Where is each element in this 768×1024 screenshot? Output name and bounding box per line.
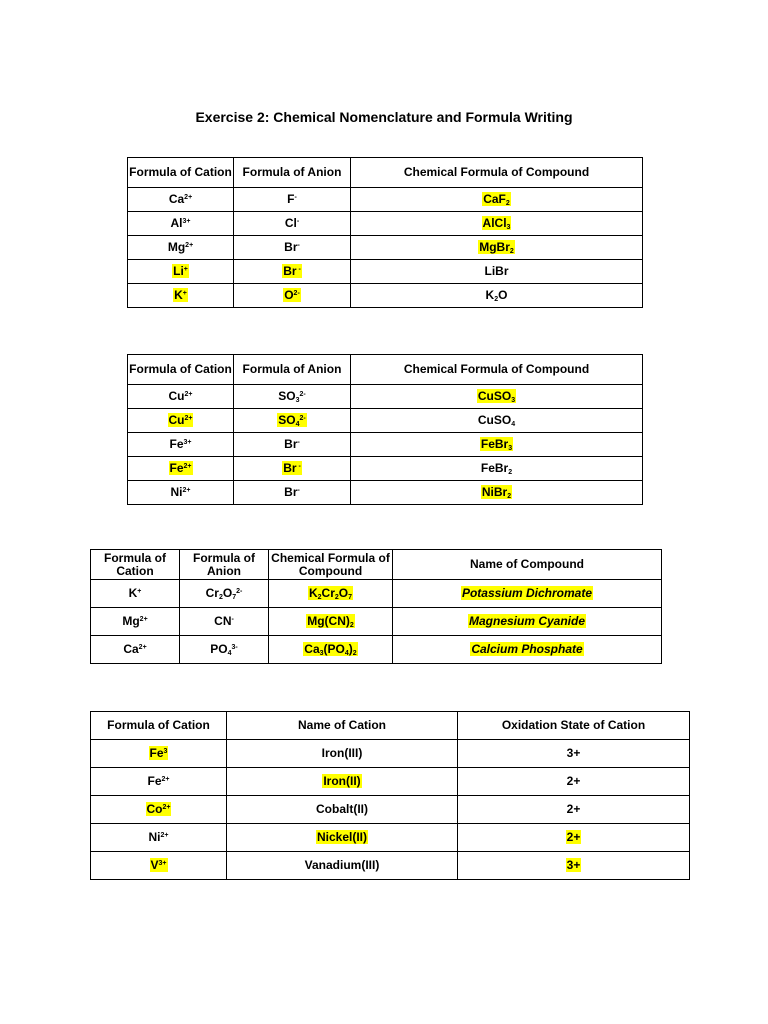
charge-superscript: 2- [299, 391, 306, 398]
formula-text: Br [283, 264, 297, 278]
cell-value [322, 746, 363, 760]
table-cell [227, 796, 458, 824]
cell-value [284, 485, 300, 499]
table-cell [128, 385, 234, 409]
formula-text: Al [170, 216, 183, 230]
table-cell [234, 260, 351, 284]
formula-text: K [174, 288, 183, 302]
formula-text: Co [146, 802, 163, 816]
formula-text: Ni [148, 830, 161, 844]
formula-text: MgBr [479, 240, 510, 254]
subscript: 7 [232, 594, 237, 601]
table-cell [91, 768, 227, 796]
charge-superscript: 2- [293, 290, 300, 297]
charge-superscript: 2+ [139, 616, 148, 623]
table-cell [91, 580, 180, 608]
table-row [128, 481, 643, 505]
table-cell [91, 636, 180, 664]
formula-text: O [222, 586, 233, 600]
highlighted-value [468, 614, 586, 628]
formula-text: Cobalt(II) [316, 802, 368, 816]
table-cell [234, 284, 351, 308]
formula-text: Cr [321, 586, 335, 600]
table-row [91, 824, 690, 852]
subscript: 2 [349, 622, 354, 629]
table-cell [234, 212, 351, 236]
header-formula-of-cation: Formula of Cation [91, 550, 180, 580]
table-cell [351, 284, 643, 308]
table-cell [91, 740, 227, 768]
highlighted-value [316, 830, 368, 844]
subscript: 7 [348, 594, 353, 601]
highlighted-value [481, 485, 512, 499]
highlighted-value [470, 642, 583, 656]
formula-text: (PO [323, 642, 345, 656]
cell-value [485, 264, 509, 278]
cell-value [284, 240, 300, 254]
subscript: 4 [227, 650, 232, 657]
table-cell [128, 409, 234, 433]
formula-text: K [308, 586, 318, 600]
cell-value [214, 614, 234, 628]
formula-text: Fe [149, 746, 164, 760]
table-cell [351, 433, 643, 457]
formula-text: Cu [168, 413, 185, 427]
table-cell [351, 212, 643, 236]
formula-text: Ca [304, 642, 320, 656]
table-row [91, 740, 690, 768]
cell-value [481, 461, 512, 475]
highlighted-value [173, 288, 188, 302]
table-cell [269, 580, 393, 608]
table-cell [234, 188, 351, 212]
table-cell [269, 636, 393, 664]
table-cell [128, 433, 234, 457]
table-cell [269, 608, 393, 636]
formula-text: Iron(II) [323, 774, 361, 788]
charge-superscript: 2+ [184, 391, 193, 398]
formula-text: Fe [147, 774, 162, 788]
table-row [128, 188, 643, 212]
formula-text: 2+ [566, 802, 581, 816]
subscript: 2 [507, 493, 512, 500]
charge-superscript: - [296, 218, 300, 225]
highlighted-value [461, 586, 593, 600]
header-chemical-formula: Chemical Formula of Compound [351, 355, 643, 385]
formula-text: Magnesium Cyanide [468, 614, 586, 628]
table-cell [91, 824, 227, 852]
table-cell [458, 824, 690, 852]
formula-text: Br [284, 437, 298, 451]
cell-value [122, 614, 147, 628]
cell-value [567, 802, 581, 816]
charge-superscript: - [297, 242, 300, 249]
table-row [91, 796, 690, 824]
table-row [91, 636, 662, 664]
highlighted-value [277, 413, 306, 427]
cell-value [169, 389, 193, 403]
formula-text: NiBr [481, 485, 508, 499]
formula-text: ) [348, 642, 353, 656]
formula-text: Cl [284, 216, 297, 230]
highlighted-value [303, 642, 357, 656]
table-cell [227, 740, 458, 768]
subscript: 4 [344, 650, 349, 657]
header-formula-of-anion: Formula of Anion [234, 355, 351, 385]
cell-value [149, 830, 169, 844]
table-cell [227, 768, 458, 796]
table-cell [91, 796, 227, 824]
header-formula-of-anion: Formula of Anion [234, 158, 351, 188]
charge-superscript: - [297, 439, 300, 446]
formula-text: Li [173, 264, 184, 278]
formula-text: 3+ [566, 858, 581, 872]
cell-value [287, 192, 297, 206]
subscript: 2 [334, 594, 339, 601]
table-cell [393, 608, 662, 636]
formula-text: K [485, 288, 495, 302]
subscript: 2 [509, 248, 514, 255]
formula-text: 2+ [566, 774, 581, 788]
formula-text: K [128, 586, 138, 600]
table-cell [227, 852, 458, 880]
highlighted-value [566, 830, 582, 844]
table-cell [128, 481, 234, 505]
table-cell [393, 636, 662, 664]
formula-text: Cr [205, 586, 219, 600]
formula-text: 2+ [566, 830, 581, 844]
subscript: 4 [511, 421, 516, 428]
charge-superscript: + [137, 588, 142, 595]
formula-text: Vanadium(III) [304, 858, 380, 872]
table-cell [458, 796, 690, 824]
cell-value [285, 216, 299, 230]
charge-superscript: 2+ [138, 644, 147, 651]
cell-value [123, 642, 146, 656]
formula-text: Nickel(II) [316, 830, 367, 844]
formula-text: Fe [169, 461, 184, 475]
highlighted-value [566, 858, 582, 872]
subscript: 4 [295, 421, 300, 428]
cell-value [171, 216, 191, 230]
charge-superscript: 2+ [184, 194, 193, 201]
formula-text: Mg [167, 240, 186, 254]
subscript: 3 [506, 224, 511, 231]
formula-text: Br [283, 461, 297, 475]
page-title: Exercise 2: Chemical Nomenclature and Formula Writing [195, 109, 573, 125]
highlighted-value [308, 586, 353, 600]
table-cell [234, 481, 351, 505]
table-row [128, 212, 643, 236]
cell-value [171, 485, 191, 499]
formula-text: O [284, 288, 294, 302]
cell-value [168, 240, 193, 254]
cell-value [148, 774, 170, 788]
highlighted-value [480, 437, 513, 451]
cell-value [305, 858, 380, 872]
formula-text: FeBr [480, 437, 509, 451]
charge-superscript: 3+ [182, 218, 191, 225]
table-cell [128, 457, 234, 481]
formula-text: Br [284, 240, 298, 254]
cell-value [170, 437, 192, 451]
cell-value [486, 288, 508, 302]
charge-superscript: 2+ [161, 776, 170, 783]
formula-text: SO [278, 389, 296, 403]
formula-text: PO [210, 642, 228, 656]
subscript: 3 [295, 397, 300, 404]
subscript: 2 [317, 594, 322, 601]
table-cell [128, 260, 234, 284]
formula-text: Ni [170, 485, 183, 499]
table-cell [458, 852, 690, 880]
formula-text: LiBr [484, 264, 509, 278]
table-row [128, 284, 643, 308]
formula-text: V [150, 858, 159, 872]
table-cell [393, 580, 662, 608]
formula-text: Potassium Dichromate [461, 586, 593, 600]
table-cell [128, 284, 234, 308]
charge-superscript: - [297, 487, 300, 494]
subscript: 2 [505, 200, 510, 207]
subscript: 2 [218, 594, 223, 601]
cell-value [316, 802, 368, 816]
highlighted-value [482, 216, 512, 230]
formula-text: Ca [168, 192, 185, 206]
highlighted-value [168, 413, 194, 427]
cell-value [284, 437, 300, 451]
charge-superscript: - [296, 463, 301, 470]
highlighted-value [169, 461, 193, 475]
table-cell [180, 580, 269, 608]
charge-superscript: 2+ [184, 415, 193, 422]
table-cell [351, 481, 643, 505]
charge-superscript: 3 [163, 748, 168, 755]
highlighted-value [322, 774, 361, 788]
table-cell [91, 852, 227, 880]
table-row [91, 580, 662, 608]
table-row [91, 608, 662, 636]
table-cell [180, 608, 269, 636]
subscript: 3 [319, 650, 324, 657]
formula-text: CN [214, 614, 232, 628]
highlighted-value [283, 288, 301, 302]
charge-superscript: - [294, 194, 297, 201]
subscript: 2 [352, 650, 357, 657]
formula-text: Iron(III) [321, 746, 363, 760]
table-cell [351, 260, 643, 284]
charge-superscript: 2- [299, 415, 306, 422]
highlighted-value [149, 746, 169, 760]
charge-superscript: - [231, 616, 234, 623]
charge-superscript: + [183, 266, 188, 273]
table-cell [234, 433, 351, 457]
subscript: 3 [508, 445, 513, 452]
formula-text: F [287, 192, 295, 206]
table-cell [351, 457, 643, 481]
cell-value [278, 389, 305, 403]
charge-superscript: 2+ [185, 242, 194, 249]
cell-value [210, 642, 237, 656]
charge-superscript: 3- [231, 644, 238, 651]
formula-text: Cu [168, 389, 185, 403]
formula-text: FeBr [480, 461, 509, 475]
header-formula-of-cation: Formula of Cation [91, 712, 227, 740]
highlighted-value [150, 858, 168, 872]
charge-superscript: 3+ [183, 439, 192, 446]
table-cell [458, 768, 690, 796]
formula-text: Calcium Phosphate [471, 642, 583, 656]
formula-text: Br [284, 485, 298, 499]
table-cell [234, 236, 351, 260]
charge-superscript: 2- [236, 588, 243, 595]
formula-text: SO [278, 413, 296, 427]
formula-text: Ca [123, 642, 139, 656]
header-oxidation-state: Oxidation State of Cation [458, 712, 690, 740]
highlighted-value [477, 389, 516, 403]
formula-text: Mg(CN) [307, 614, 350, 628]
formula-text: Mg [122, 614, 140, 628]
subscript: 2 [508, 469, 513, 476]
cell-value [567, 774, 581, 788]
cell-value [206, 586, 243, 600]
charge-superscript: + [182, 290, 187, 297]
header-name-of-compound: Name of Compound [393, 550, 662, 580]
table-ionic-compounds-2 [127, 354, 643, 505]
table-row [128, 385, 643, 409]
table-cell [351, 385, 643, 409]
formula-text: Fe [169, 437, 184, 451]
header-name-of-cation: Name of Cation [227, 712, 458, 740]
highlighted-value [478, 240, 515, 254]
header-chemical-formula: Chemical Formula of Compound [269, 550, 393, 580]
formula-text: CuSO [477, 413, 512, 427]
table-cell [351, 409, 643, 433]
highlighted-value [306, 614, 355, 628]
highlighted-value [482, 192, 511, 206]
cell-value [129, 586, 142, 600]
table-row [128, 433, 643, 457]
cell-value [169, 192, 192, 206]
table-cation-oxidation [90, 711, 690, 880]
cell-value [567, 746, 581, 760]
formula-text: O [338, 586, 349, 600]
highlighted-value [146, 802, 172, 816]
table-cell [91, 608, 180, 636]
table-cell [128, 212, 234, 236]
formula-text: 3+ [566, 746, 581, 760]
table-row [91, 852, 690, 880]
table-row [128, 409, 643, 433]
highlighted-value [172, 264, 189, 278]
charge-superscript: 2+ [162, 804, 171, 811]
charge-superscript: 2+ [182, 487, 191, 494]
header-formula-of-cation: Formula of Cation [128, 355, 234, 385]
table-row [128, 236, 643, 260]
table-cell [458, 740, 690, 768]
subscript: 3 [511, 397, 516, 404]
cell-value [478, 413, 515, 427]
table-row [128, 260, 643, 284]
subscript: 2 [494, 296, 499, 303]
charge-superscript: 3+ [158, 860, 167, 867]
formula-text: CuSO [477, 389, 512, 403]
formula-text: CaF [483, 192, 506, 206]
table-cell [234, 385, 351, 409]
table-cell [128, 188, 234, 212]
header-formula-of-anion: Formula of Anion [180, 550, 269, 580]
formula-text: AlCl [482, 216, 507, 230]
charge-superscript: - [296, 266, 301, 273]
table-row [91, 768, 690, 796]
table-cell [351, 236, 643, 260]
table-cell [227, 824, 458, 852]
table-cell [234, 409, 351, 433]
table-row [128, 457, 643, 481]
table-compound-names [90, 549, 662, 664]
formula-text: O [498, 288, 508, 302]
header-formula-of-cation: Formula of Cation [128, 158, 234, 188]
table-cell [128, 236, 234, 260]
header-chemical-formula: Chemical Formula of Compound [351, 158, 643, 188]
highlighted-value [282, 461, 302, 475]
charge-superscript: 2+ [183, 463, 192, 470]
table-cell [351, 188, 643, 212]
charge-superscript: 2+ [160, 832, 169, 839]
table-cell [234, 457, 351, 481]
highlighted-value [282, 264, 302, 278]
table-ionic-compounds-1 [127, 157, 643, 308]
table-cell [180, 636, 269, 664]
